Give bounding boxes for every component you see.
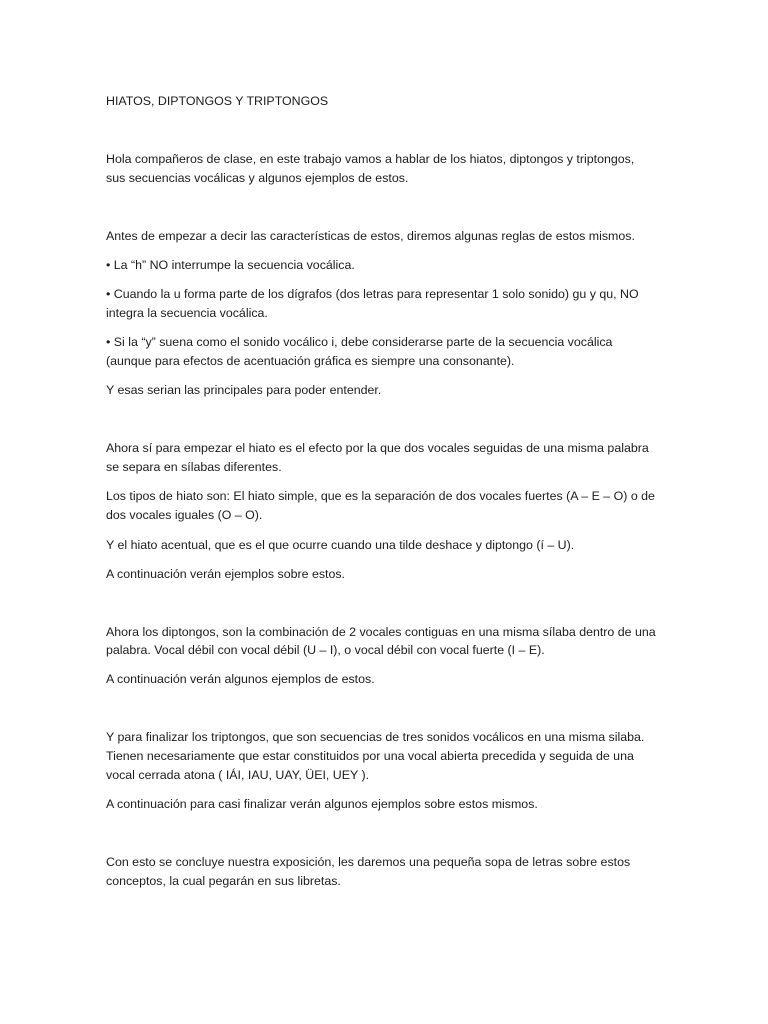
conclusion: Con esto se concluye nuestra exposición, les daremos una pequeña sopa de letras sobre estos: [106, 855, 631, 869]
rule-u-digraph: • Cuando la u forma parte de los dígrafos (dos letras para representar 1 solo sonido) gu y qu, NO: [106, 287, 639, 301]
diptongo-examples: A continuación verán algunos ejemplos de estos.: [106, 672, 375, 686]
hiato-acentual: Y el hiato acentual, que es el que ocurre cuando una tilde deshace y diptongo (í – U).: [106, 538, 575, 552]
hiato-types: Los tipos de hiato son: El hiato simple, que es la separación de dos vocales fuertes (A – E – O) o de: [106, 489, 655, 503]
hiato-definition: se separa en sílabas diferentes.: [106, 460, 282, 474]
rules-closing: Y esas serian las principales para poder entender.: [106, 383, 382, 397]
rule-h: • La “h” NO interrumpe la secuencia vocálica.: [106, 258, 355, 272]
triptongo-definition: Tienen necesariamente que estar constituidos por una vocal abierta precedida y seguida de una: [106, 749, 634, 763]
hiato-definition: Ahora sí para empezar el hiato es el efecto por la que dos vocales seguidas de una misma palabra: [106, 441, 649, 455]
diptongo-definition: Ahora los diptongos, son la combinación de 2 vocales contiguas en una misma sílaba dentro de una: [106, 625, 656, 639]
rule-y: • Si la “y” suena como el sonido vocálico i, debe considerarse parte de la secuencia vocálica: [106, 335, 613, 349]
triptongo-definition: vocal cerrada atona ( IÁI, IAU, UAY, ÜEI, UEY ).: [106, 768, 370, 782]
rule-u-digraph: integra la secuencia vocálica.: [106, 306, 268, 320]
document-title: HIATOS, DIPTONGOS Y TRIPTONGOS: [106, 94, 329, 108]
hiato-types: dos vocales iguales (O – O).: [106, 508, 263, 522]
rules-intro: Antes de empezar a decir las características de estos, diremos algunas reglas de estos mismos.: [106, 229, 635, 243]
triptongo-definition: Y para finalizar los triptongos, que son secuencias de tres sonidos vocálicos en una misma silaba.: [106, 730, 645, 744]
intro-line: sus secuencias vocálicas y algunos ejemplos de estos.: [106, 171, 409, 185]
intro-line: Hola compañeros de clase, en este trabajo vamos a hablar de los hiatos, diptongos y triptongos,: [106, 152, 635, 166]
hiato-examples: A continuación verán ejemplos sobre estos.: [106, 567, 346, 581]
rule-y: (aunque para efectos de acentuación gráfica es siempre una consonante).: [106, 354, 515, 368]
triptongo-examples: A continuación para casi finalizar verán algunos ejemplos sobre estos mismos.: [106, 797, 538, 811]
diptongo-definition: palabra. Vocal débil con vocal débil (U – I), o vocal débil con vocal fuerte (I – E).: [106, 643, 545, 657]
conclusion: conceptos, la cual pegarán en sus libretas.: [106, 874, 341, 888]
